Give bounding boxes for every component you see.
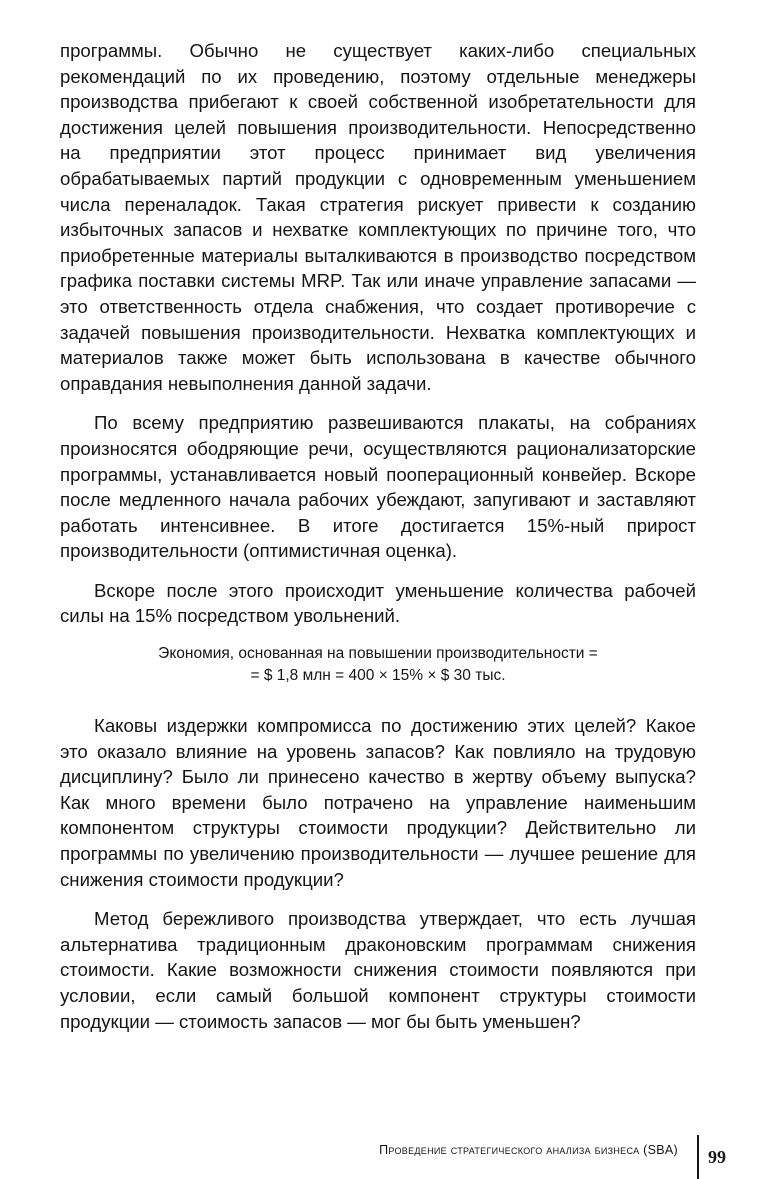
paragraph-posters: По всему предприятию развешиваются плакаты, на собраниях произносятся ободряющие речи, осуществляются рационализаторские программы, устанавливается новый пооперационный конвейер. Вскоре после медленного начала рабочих убеждают, запугивают и заставляют работать интенсивнее. В итоге достигается 15%-ный прирост производительности (оптимистичная оценка).: [60, 412, 696, 562]
paragraph-lean-method: Метод бережливого производства утверждает, что есть лучшая альтернатива традиционным драконовским программам снижения стоимости. Какие возможности снижения стоимости появляются при условии, если самый большой компонент структуры стоимости продукции — стоимость запасов — мог бы быть уменьшен?: [60, 908, 696, 1032]
paragraph-questions: Каковы издержки компромисса по достижению этих целей? Какое это оказало влияние на уровень запасов? Как повлияло на трудовую дисциплину? Было ли принесено качество в жертву объему выпуска? Как много времени было потрачено на управление наименьшим компонентом структуры стоимости продукции? Действительно ли программы по увеличению производительности — лучшее решение для снижения стоимости продукции?: [60, 715, 696, 890]
formula-line-1: Экономия, основанная на повышении производительности =: [158, 645, 598, 663]
running-head: Проведение стратегического анализа бизнеса (SBA): [379, 1143, 678, 1157]
page-number: 99: [708, 1147, 726, 1167]
savings-formula: [60, 643, 696, 687]
paragraph-continued: программы. Обычно не существует каких-либо специальных рекомендаций по их проведению, поэтому отдельные менеджеры производства прибегают к своей собственной изобретательности для достижения целей повышения производительности. Непосредственно на предприятии этот процесс принимает вид увеличения обрабатываемых партий продукции с одновременным уменьшением числа переналадок. Такая стратегия рискует привести к созданию избыточных запасов и нехватке комплектующих по причине того, что приобретенные материалы выталкиваются в производство посредством графика поставки системы MRP. Так или иначе управление запасами — это ответственность отдела снабжения, что создает противоречие с задачей повышения производительности. Нехватка комплектующих и материалов также может быть использована в качестве обычного оправдания невыполнения данной задачи.: [60, 40, 696, 394]
page-footer: [60, 1135, 726, 1179]
paragraph-layoffs: Вскоре после этого происходит уменьшение количества рабочей силы на 15% посредством увольнений.: [60, 579, 696, 627]
footer-divider: [697, 1135, 699, 1179]
page-body: [60, 38, 696, 1048]
formula-line-2: = $ 1,8 млн = 400 × 15% × $ 30 тыс.: [250, 667, 506, 685]
